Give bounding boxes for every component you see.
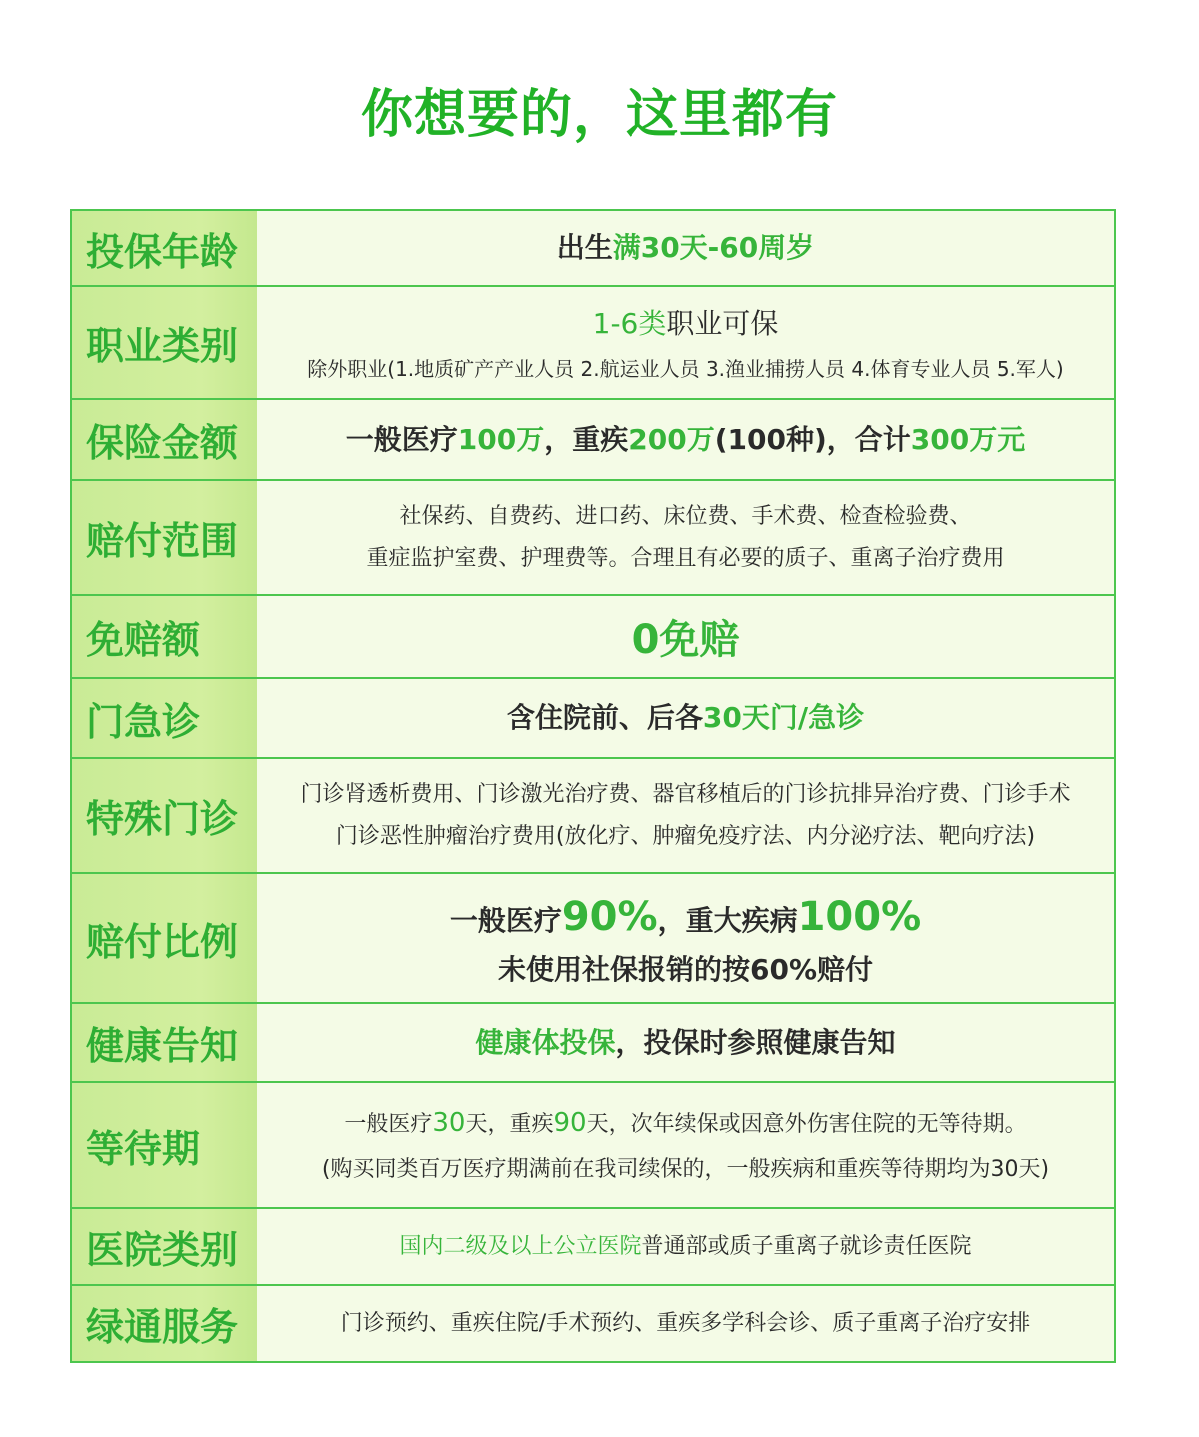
- benefits-table: [70, 209, 1116, 1363]
- row-age: [72, 211, 1114, 287]
- ratio-p2: ，重大疾病: [657, 904, 798, 937]
- ratio-line-2: 未使用社保报销的按60%赔付: [497, 953, 874, 986]
- occupation-note: 除外职业(1.地质矿产产业人员 2.航运业人员 3.渔业捕捞人员 4.体育专业人员 5.军人): [307, 357, 1064, 382]
- age-highlight: 满30天-60周岁: [612, 231, 815, 265]
- row-scope: [72, 481, 1114, 596]
- scope-line-1: 社保药、自费药、进口药、床位费、手术费、检查检验费、: [399, 503, 972, 529]
- row-label-special: 特殊门诊: [72, 759, 257, 872]
- health-suffix: ，投保时参照健康告知: [615, 1025, 896, 1059]
- row-deductible: [72, 596, 1114, 679]
- scope-line-2: 重症监护室费、护理费等。合理且有必要的质子、重离子治疗费用: [366, 545, 1005, 571]
- row-value-scope: [257, 481, 1114, 594]
- ratio-p1: 一般医疗: [449, 904, 562, 937]
- row-label-age: 投保年龄: [72, 211, 257, 285]
- amount-p2: ，重疾: [544, 422, 629, 456]
- waiting-p1: 一般医疗: [344, 1112, 433, 1138]
- amount-p1: 一般医疗: [345, 422, 458, 456]
- row-value-health: [257, 1004, 1114, 1081]
- waiting-critical-days: 90: [553, 1108, 587, 1139]
- row-value-ratio: [257, 874, 1114, 1002]
- row-emergency: [72, 679, 1114, 759]
- amount-p3: (100种)，合计: [714, 422, 911, 456]
- row-label-ratio: 赔付比例: [72, 874, 257, 1002]
- waiting-line-2: (购买同类百万医疗期满前在我司续保的，一般疾病和重疾等待期均为30天): [321, 1156, 1050, 1182]
- amount-total: 300万元: [910, 422, 1026, 456]
- ratio-critical: 100%: [797, 894, 922, 940]
- row-special: [72, 759, 1114, 874]
- row-waiting: [72, 1083, 1114, 1209]
- waiting-general-days: 30: [432, 1108, 466, 1139]
- row-value-special: [257, 759, 1114, 872]
- row-health: [72, 1004, 1114, 1083]
- amount-critical: 200万: [628, 422, 715, 456]
- row-label-deductible: 免赔额: [72, 596, 257, 677]
- row-value-age: [257, 211, 1114, 285]
- row-label-hospital: 医院类别: [72, 1209, 257, 1284]
- row-label-green: 绿通服务: [72, 1286, 257, 1361]
- row-label-emergency: 门急诊: [72, 679, 257, 757]
- row-amount: [72, 400, 1114, 481]
- row-value-deductible: [257, 596, 1114, 677]
- row-value-occupation: [257, 287, 1114, 398]
- hospital-suffix: 普通部或质子重离子就诊责任医院: [641, 1233, 972, 1259]
- ratio-general: 90%: [561, 894, 658, 940]
- emergency-prefix: 含住院前、后各: [506, 701, 703, 735]
- age-prefix: 出生: [556, 231, 613, 265]
- hospital-highlight: 国内二级及以上公立医院: [399, 1233, 642, 1259]
- green-value: 门诊预约、重疾住院/手术预约、重疾多学科会诊、质子重离子治疗安排: [340, 1310, 1031, 1336]
- row-value-emergency: [257, 679, 1114, 757]
- row-value-green: [257, 1286, 1114, 1361]
- waiting-p3: 天，次年续保或因意外伤害住院的无等待期。: [586, 1112, 1027, 1138]
- row-value-hospital: [257, 1209, 1114, 1284]
- row-value-waiting: [257, 1083, 1114, 1207]
- health-highlight: 健康体投保: [475, 1025, 616, 1059]
- row-value-amount: [257, 400, 1114, 479]
- occupation-suffix: 职业可保: [666, 306, 779, 340]
- row-label-occupation: 职业类别: [72, 287, 257, 398]
- deductible-value: 0免赔: [631, 617, 740, 663]
- row-occupation: [72, 287, 1114, 400]
- waiting-p2: 天，重疾: [465, 1112, 554, 1138]
- occupation-highlight: 1-6类: [592, 306, 667, 340]
- row-label-amount: 保险金额: [72, 400, 257, 479]
- row-label-health: 健康告知: [72, 1004, 257, 1081]
- row-green: [72, 1286, 1114, 1363]
- row-label-waiting: 等待期: [72, 1083, 257, 1207]
- row-hospital: [72, 1209, 1114, 1286]
- row-label-scope: 赔付范围: [72, 481, 257, 594]
- page-title: 你想要的，这里都有: [360, 85, 838, 145]
- emergency-highlight: 30天门/急诊: [702, 701, 865, 735]
- amount-general: 100万: [457, 422, 545, 456]
- special-line-2: 门诊恶性肿瘤治疗费用(放化疗、肿瘤免疫疗法、内分泌疗法、靶向疗法): [335, 823, 1036, 849]
- row-ratio: [72, 874, 1114, 1004]
- special-line-1: 门诊肾透析费用、门诊激光治疗费、器官移植后的门诊抗排异治疗费、门诊手术: [300, 781, 1071, 807]
